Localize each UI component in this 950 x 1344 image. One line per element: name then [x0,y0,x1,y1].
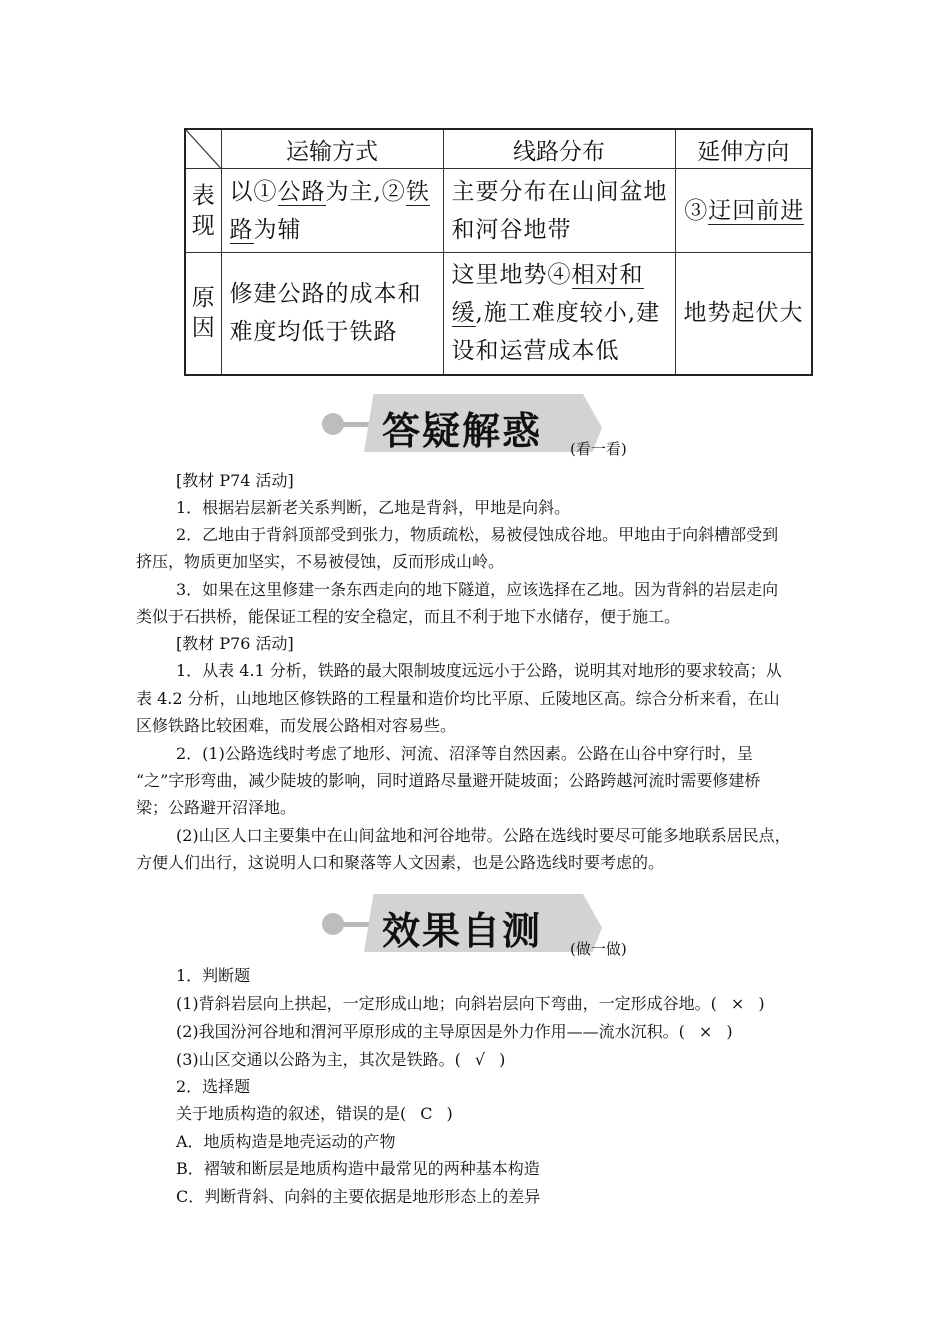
section-banner-faq [322,394,662,456]
row-label-reason: 原 因 [185,253,221,375]
cell-distribution-performance: 主要分布在山间盆地和河谷地带 [443,169,675,253]
answer-line: “之”字形弯曲，减少陡坡的影响，同时道路尽量避开陡坡面；公路跨越河流时需要修建桥 [136,771,761,790]
corner-cell [185,129,221,169]
question-title: 1．判断题 [176,966,251,985]
judgement-item: (2)我国汾河谷地和渭河平原形成的主导原因是外力作用——流水沉积。( × ) [176,1022,733,1041]
answer-line: 1．根据岩层新老关系判断，乙地是背斜，甲地是向斜。 [176,498,571,517]
answer-line: 3．如果在这里修建一条东西走向的地下隧道，应该选择在乙地。因为背斜的岩层走向 [176,580,779,599]
summary-table [184,128,813,376]
header-transport: 运输方式 [221,129,443,169]
cell-transport-performance: 以①公路为主,②铁 路为辅 [221,169,443,253]
choice-option: C．判断背斜、向斜的主要依据是地形形态上的差异 [176,1187,541,1206]
answer-line: 方便人们出行，这说明人口和聚落等人文因素，也是公路选线时要考虑的。 [136,853,665,872]
section-title: 效果自测 [382,909,543,953]
cell-distribution-reason: 这里地势④相对和 缓,施工难度较小,建设和运营成本低 [443,253,675,375]
section-note: (看一看) [570,440,627,458]
answer-line: 1．从表 4.1 分析，铁路的最大限制坡度远远小于公路，说明其对地形的要求较高；从 [176,661,782,680]
choice-option: B．褶皱和断层是地质构造中最常见的两种基本构造 [176,1159,540,1178]
header-direction: 延伸方向 [675,129,812,169]
cell-direction-reason: 地势起伏大 [675,253,812,375]
answer-line: 挤压，物质更加坚实，不易被侵蚀，反而形成山岭。 [136,552,505,571]
answer-line: (2)山区人口主要集中在山间盆地和河谷地带。公路在选线时要尽可能多地联系居民点， [176,826,791,845]
answer-line: 2．乙地由于背斜顶部受到张力，物质疏松，易被侵蚀成谷地。甲地由于向斜槽部受到 [176,525,779,544]
textbook-ref: [教材 P74 活动] [176,471,294,490]
banner-dot [322,413,344,435]
cell-transport-reason: 修建公路的成本和难度均低于铁路 [221,253,443,375]
section-note: (做一做) [570,940,627,958]
question-title: 2．选择题 [176,1077,251,1096]
cell-direction-performance: ③迂回前进 [675,169,812,253]
table-header-row [185,129,812,169]
section-title: 答疑解惑 [382,409,543,453]
table-row [185,253,812,375]
answer-line: 区修铁路比较困难，而发展公路相对容易些。 [136,716,457,735]
choice-stem: 关于地质构造的叙述，错误的是( C ) [176,1104,453,1123]
answer-line: 表 4.2 分析，山地地区修铁路的工程量和造价均比平原、丘陵地区高。综合分析来看，在山 [136,689,780,708]
answer-line: 类似于石拱桥，能保证工程的安全稳定，而且不利于地下水储存，便于施工。 [136,607,681,626]
banner-dot [322,913,344,935]
section-banner-selftest [322,894,662,956]
answer-line: 2．(1)公路选线时考虑了地形、河流、沼泽等自然因素。公路在山谷中穿行时，呈 [176,744,753,763]
row-label-performance: 表 现 [185,169,221,253]
judgement-item: (1)背斜岩层向上拱起，一定形成山地；向斜岩层向下弯曲，一定形成谷地。( × ) [176,994,765,1013]
choice-option: A．地质构造是地壳运动的产物 [176,1132,396,1151]
answer-line: 梁；公路避开沼泽地。 [136,798,297,817]
header-distribution: 线路分布 [443,129,675,169]
judgement-item: (3)山区交通以公路为主，其次是铁路。( √ ) [176,1050,506,1069]
textbook-ref: [教材 P76 活动] [176,634,294,653]
table-row [185,169,812,253]
